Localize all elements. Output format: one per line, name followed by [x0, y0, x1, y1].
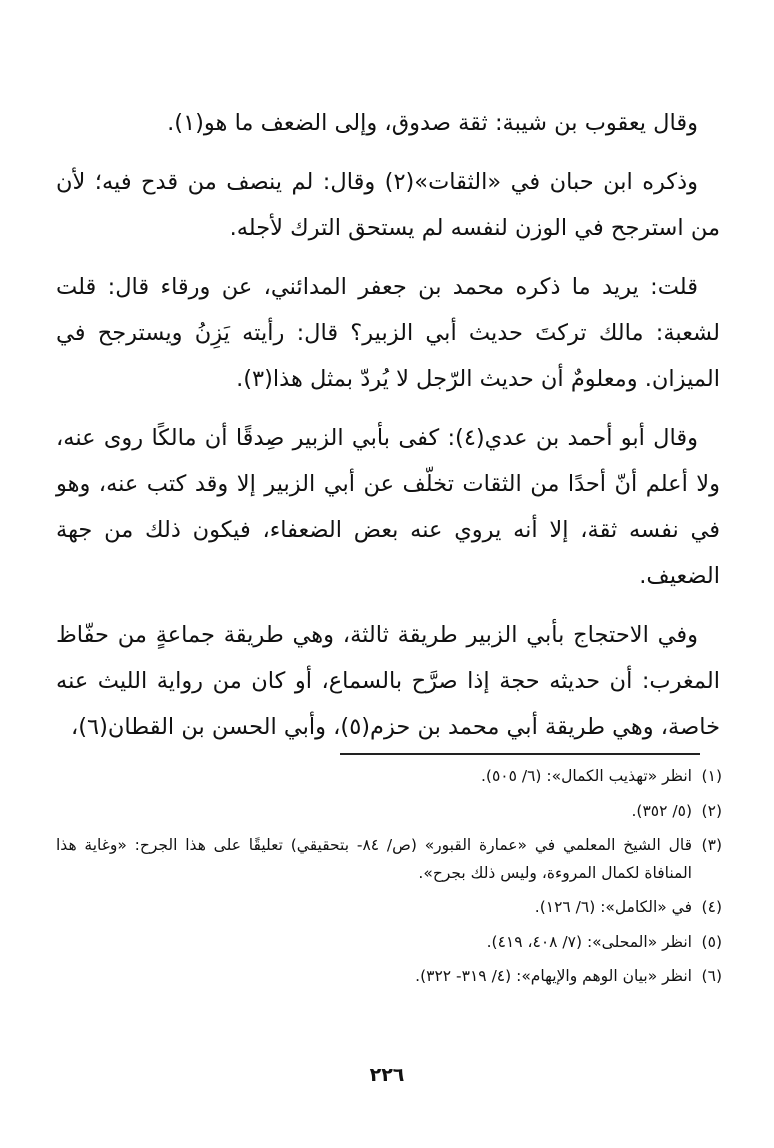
footnote-number: (٥) — [701, 932, 722, 951]
footnote-4 — [56, 894, 722, 922]
paragraph-3: قلت: يريد ما ذكره محمد بن جعفر المدائني، عن ورقاء قال: قلت لشعبة: مالك تركتَ حديث أبي الزبير؟ قال: رأيته يَزِنُ ويسترجح في الميزان. ومعلومٌ أن حديث الرّجل لا يُردّ بمثل هذا(٣). — [56, 274, 720, 392]
page-number: ٢٢٦ — [369, 1064, 405, 1086]
footnotes — [56, 763, 722, 998]
body-text — [56, 100, 720, 763]
footnote-1 — [56, 763, 722, 791]
footnote-text: في «الكامل»: (٦/ ١٢٦). — [534, 898, 692, 916]
paragraph-5: وفي الاحتجاج بأبي الزبير طريقة ثالثة، وهي طريقة جماعةٍ من حفّاظ المغرب: أن حديثه حجة إذا صرَّح بالسماع، أو كان من رواية الليث عنه خاصة، وهي طريقة أبي محمد بن حزم(٥)، وأبي الحسن بن القطان(٦)، — [56, 622, 720, 740]
footnote-divider — [340, 753, 700, 755]
footnote-number: (٢) — [701, 801, 722, 820]
footnote-text: (٥/ ٣٥٢). — [631, 801, 692, 820]
footnote-5 — [56, 929, 722, 957]
paragraph-2: وذكره ابن حبان في «الثقات»(٢) وقال: لم ينصف من قدح فيه؛ لأن من استرجح في الوزن لنفسه لم يستحق الترك لأجله. — [56, 169, 720, 241]
footnote-text: انظر «تهذيب الكمال»: (٦/ ٥٠٥). — [480, 767, 692, 785]
footnote-3 — [56, 832, 722, 887]
paragraph-4: وقال أبو أحمد بن عدي(٤): كفى بأبي الزبير صِدقًا أن مالكًا روى عنه، ولا أعلم أنّ أحدًا من الثقات تخلّف عن أبي الزبير إلا وقد كتب عنه، وهو في نفسه ثقة، إلا أنه يروي عنه بعض الضعفاء، فيكون ذلك من جهة الضعيف. — [56, 425, 720, 589]
footnote-6 — [56, 963, 722, 991]
footnote-number: (٤) — [701, 898, 722, 916]
footnote-text: قال الشيخ المعلمي في «عمارة القبور» (ص/ ٨٤- بتحقيقي) تعليقًا على هذا الجرح: «وغاية هذا المنافاة لكمال المروءة، وليس ذلك بجرح». — [56, 836, 692, 882]
footnote-text: انظر «المحلى»: (٧/ ٤٠٨، ٤١٩). — [486, 932, 692, 951]
footnote-number: (٦) — [701, 967, 722, 985]
footnote-text: انظر «بيان الوهم والإيهام»: (٤/ ٣١٩- ٣٢٢). — [415, 967, 692, 985]
footnote-2 — [56, 798, 722, 826]
footnote-number: (٣) — [701, 836, 722, 854]
paragraph-1: وقال يعقوب بن شيبة: ثقة صدوق، وإلى الضعف ما هو(١). — [167, 110, 698, 136]
footnote-number: (١) — [701, 767, 722, 785]
